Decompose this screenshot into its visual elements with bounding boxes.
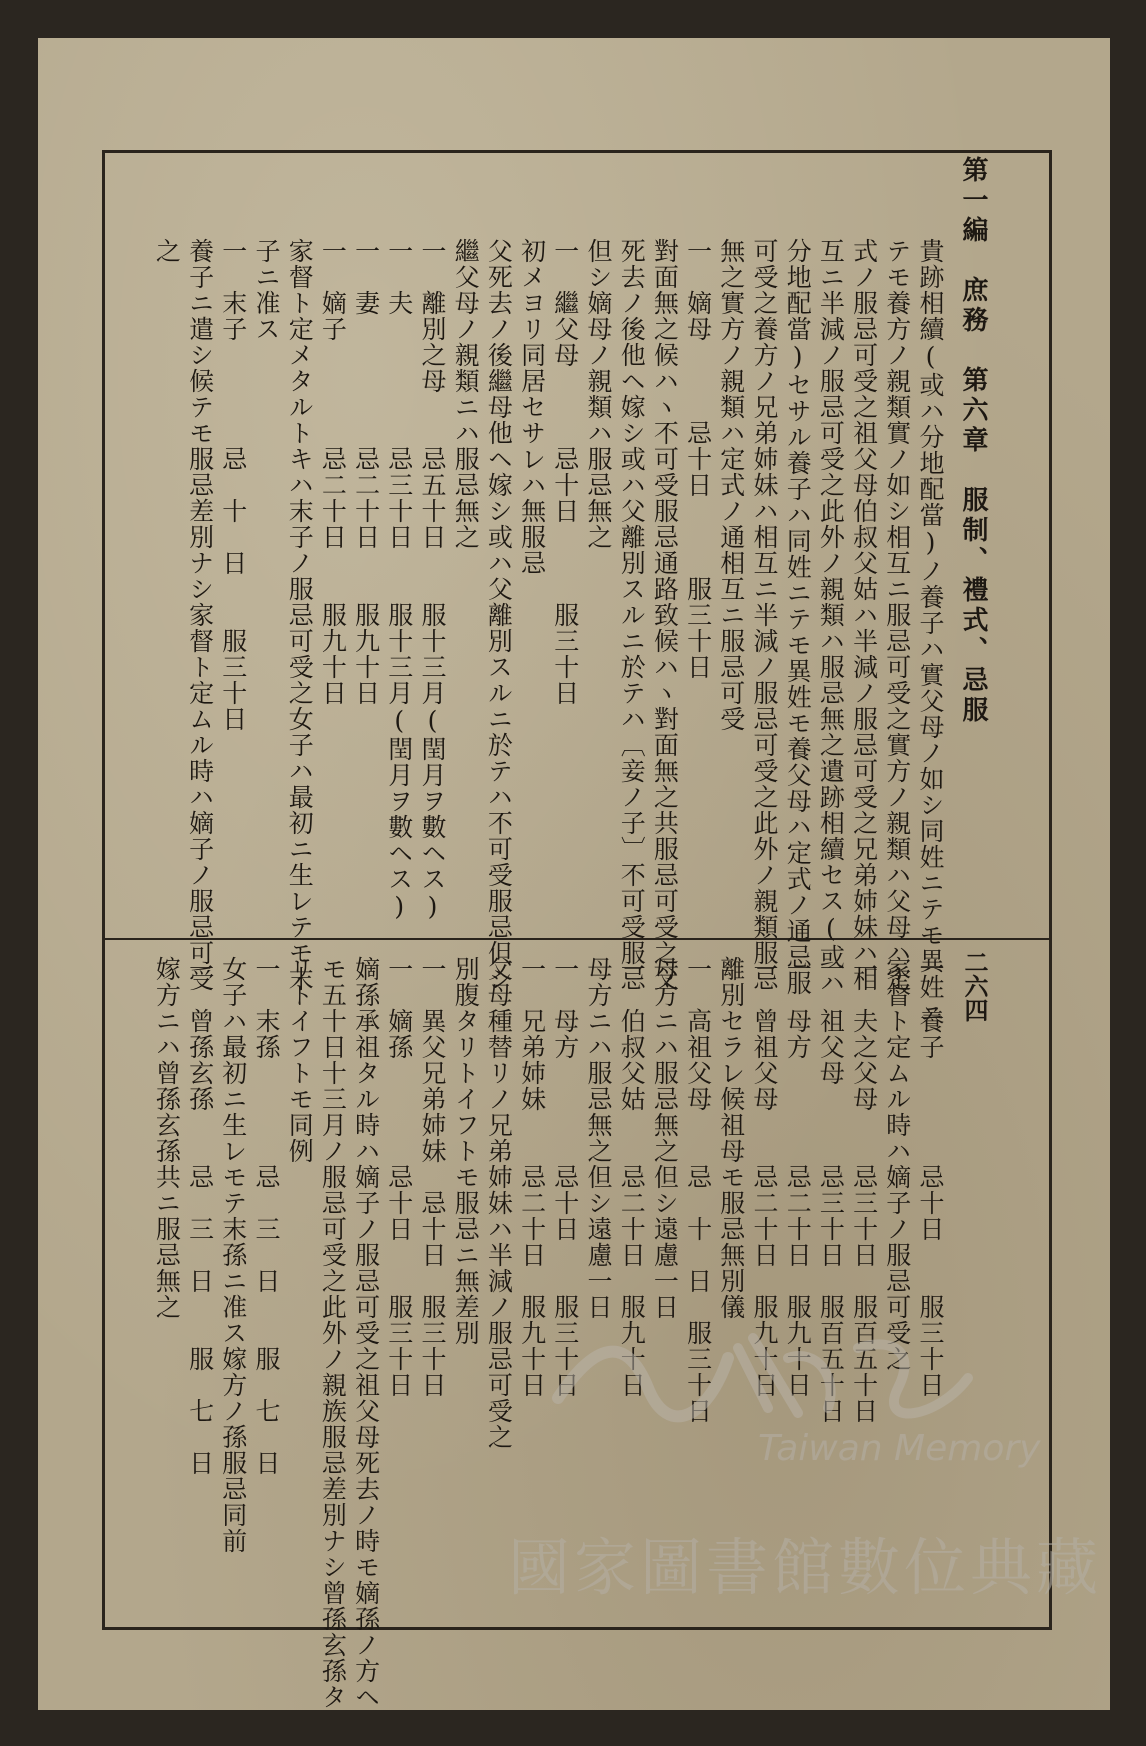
lower-line: モ五十日十三月ノ服忌可受之此外ノ親族服忌差別ナシ曾孫玄孫タ	[318, 956, 348, 1710]
lower-line: 一 祖父母 忌三十日 服百五十日	[816, 956, 846, 1424]
lower-line: 一 兄弟姉妹 忌二十日 服九十日	[517, 956, 547, 1398]
lower-line: 女子ハ最初ニ生レモテ末孫ニ准ス嫁方ノ孫服忌同前	[218, 956, 248, 1554]
lower-line: 一 高祖父母 忌 十 日 服三十日	[683, 956, 713, 1424]
lower-line: 父母種替リノ兄弟姉妹ハ半減ノ服忌可受之	[484, 956, 514, 1450]
upper-line: 父死去ノ後繼母他ヘ嫁シ或ハ父離別スルニ於テハ不可受服忌但シ	[484, 238, 514, 992]
upper-line: 死去ノ後他ヘ嫁シ或ハ父離別スルニ於テハ〔妾ノ子〕不可受服忌	[617, 238, 647, 992]
upper-line: 一 末子 忌 十 日 服三十日	[218, 238, 248, 732]
upper-line: 無之實方ノ親類ハ定式ノ通相互ニ服忌可受	[716, 238, 746, 732]
upper-line: 互ニ半減ノ服忌可受之此外ノ親類ハ服忌無之遺跡相續セス(或ハ	[816, 238, 846, 996]
page-number: 二六四	[960, 950, 989, 1022]
upper-line: 初メヨリ同居セサレハ無服忌	[517, 238, 547, 576]
upper-line: 養子ニ遣シ候テモ服忌差別ナシ家督ト定ムル時ハ嫡子ノ服忌可受	[185, 238, 215, 992]
upper-line: 分地配當)セサル養子ハ同姓ニテモ異姓モ養父母ハ定式ノ通忌服	[783, 238, 813, 996]
lower-line: 一 夫之父母 忌三十日 服百五十日	[849, 956, 879, 1424]
running-header: 第一編 庶務 第六章 服制、禮式、忌服	[958, 156, 988, 726]
upper-line: 一 離別之母 忌五十日 服十三月(閏月ヲ數ヘス)	[418, 238, 447, 922]
upper-line: 貴跡相續(或ハ分地配當)ノ養子ハ實父母ノ如シ同姓ニテモ異姓ニ	[916, 238, 945, 1026]
upper-line: 一 繼父母 忌十日 服三十日	[550, 238, 580, 706]
upper-line: 家督ト定メタルトキハ末子ノ服忌可受之女子ハ最初ニ生レテモ末	[285, 238, 315, 992]
upper-line: 但シ嫡母ノ親類ハ服忌無之	[584, 238, 613, 550]
lower-line: 一 末孫 忌 三 日 服 七 日	[252, 956, 281, 1476]
upper-line: 繼父母ノ親類ニハ服忌無之	[451, 238, 481, 550]
lower-line: リトイフトモ同例	[285, 956, 315, 1164]
document-page	[38, 38, 1110, 1710]
upper-line: 一 嫡子 忌二十日 服九十日	[318, 238, 348, 706]
lower-line: 離別セラレ候祖母モ服忌無別儀	[716, 956, 746, 1320]
upper-line: 可受之養方ノ兄弟姉妹ハ相互ニ半減ノ服忌可受之此外ノ親類服忌	[750, 238, 779, 992]
upper-line: 一 嫡母 忌十日 服三十日	[683, 238, 713, 680]
upper-line: テモ養方ノ親類實ノ如シ相互ニ服忌可受之實方ノ親類ハ父母ハ定	[882, 238, 912, 992]
watermark-logo-icon	[538, 1318, 978, 1428]
lower-line: 嫁方ニハ曾孫玄孫共ニ服忌無之	[152, 956, 182, 1320]
lower-line: 一 母方 忌二十日 服九十日	[783, 956, 813, 1398]
lower-line: 嫡孫承祖タル時ハ嫡子ノ服忌可受之祖父母死去ノ時モ嫡孫ノ方ヘ	[351, 956, 381, 1710]
lower-line: 一 嫡孫 忌十日 服三十日	[384, 956, 414, 1398]
lower-line: 一 養子 忌十日 服三十日	[916, 956, 945, 1398]
upper-line: 子ニ准ス	[252, 238, 281, 342]
upper-line: 式ノ服忌可受之祖父母伯叔父姑ハ半減ノ服忌可受之兄弟姉妹ハ相	[849, 238, 879, 992]
watermark-english: Taiwan Memory	[758, 1428, 1041, 1469]
upper-line: 一 夫 忌三十日 服十三月(閏月ヲ數ヘス)	[384, 238, 414, 922]
lower-line: 一 伯叔父姑 忌二十日 服九十日	[617, 956, 647, 1398]
lower-line: 母方ニハ服忌無之但シ遠慮一日	[650, 956, 680, 1320]
lower-line: 一 母方 忌十日 服三十日	[550, 956, 580, 1398]
upper-line: 對面無之候ハヽ不可受服忌通路致候ハヽ對面無之共服忌可受之父	[650, 238, 680, 992]
lower-line: 一 異父兄弟姉妹 忌十日 服三十日	[418, 956, 447, 1398]
lower-line: 一 曾孫玄孫 忌 三 日 服 七 日	[185, 956, 215, 1476]
upper-line: 一 妻 忌二十日 服九十日	[351, 238, 381, 706]
lower-line: 家督ト定ムル時ハ嫡子ノ服忌可受之	[882, 956, 912, 1372]
lower-line: 別腹タリトイフトモ服忌ニ無差別	[451, 956, 481, 1346]
lower-line: 母方ニハ服忌無之但シ遠慮一日	[584, 956, 613, 1320]
lower-line: 一 曾祖父母 忌二十日 服九十日	[750, 956, 779, 1398]
watermark-chinese: 國家圖書館數位典藏	[508, 1531, 1103, 1604]
upper-line: 之	[152, 238, 182, 264]
